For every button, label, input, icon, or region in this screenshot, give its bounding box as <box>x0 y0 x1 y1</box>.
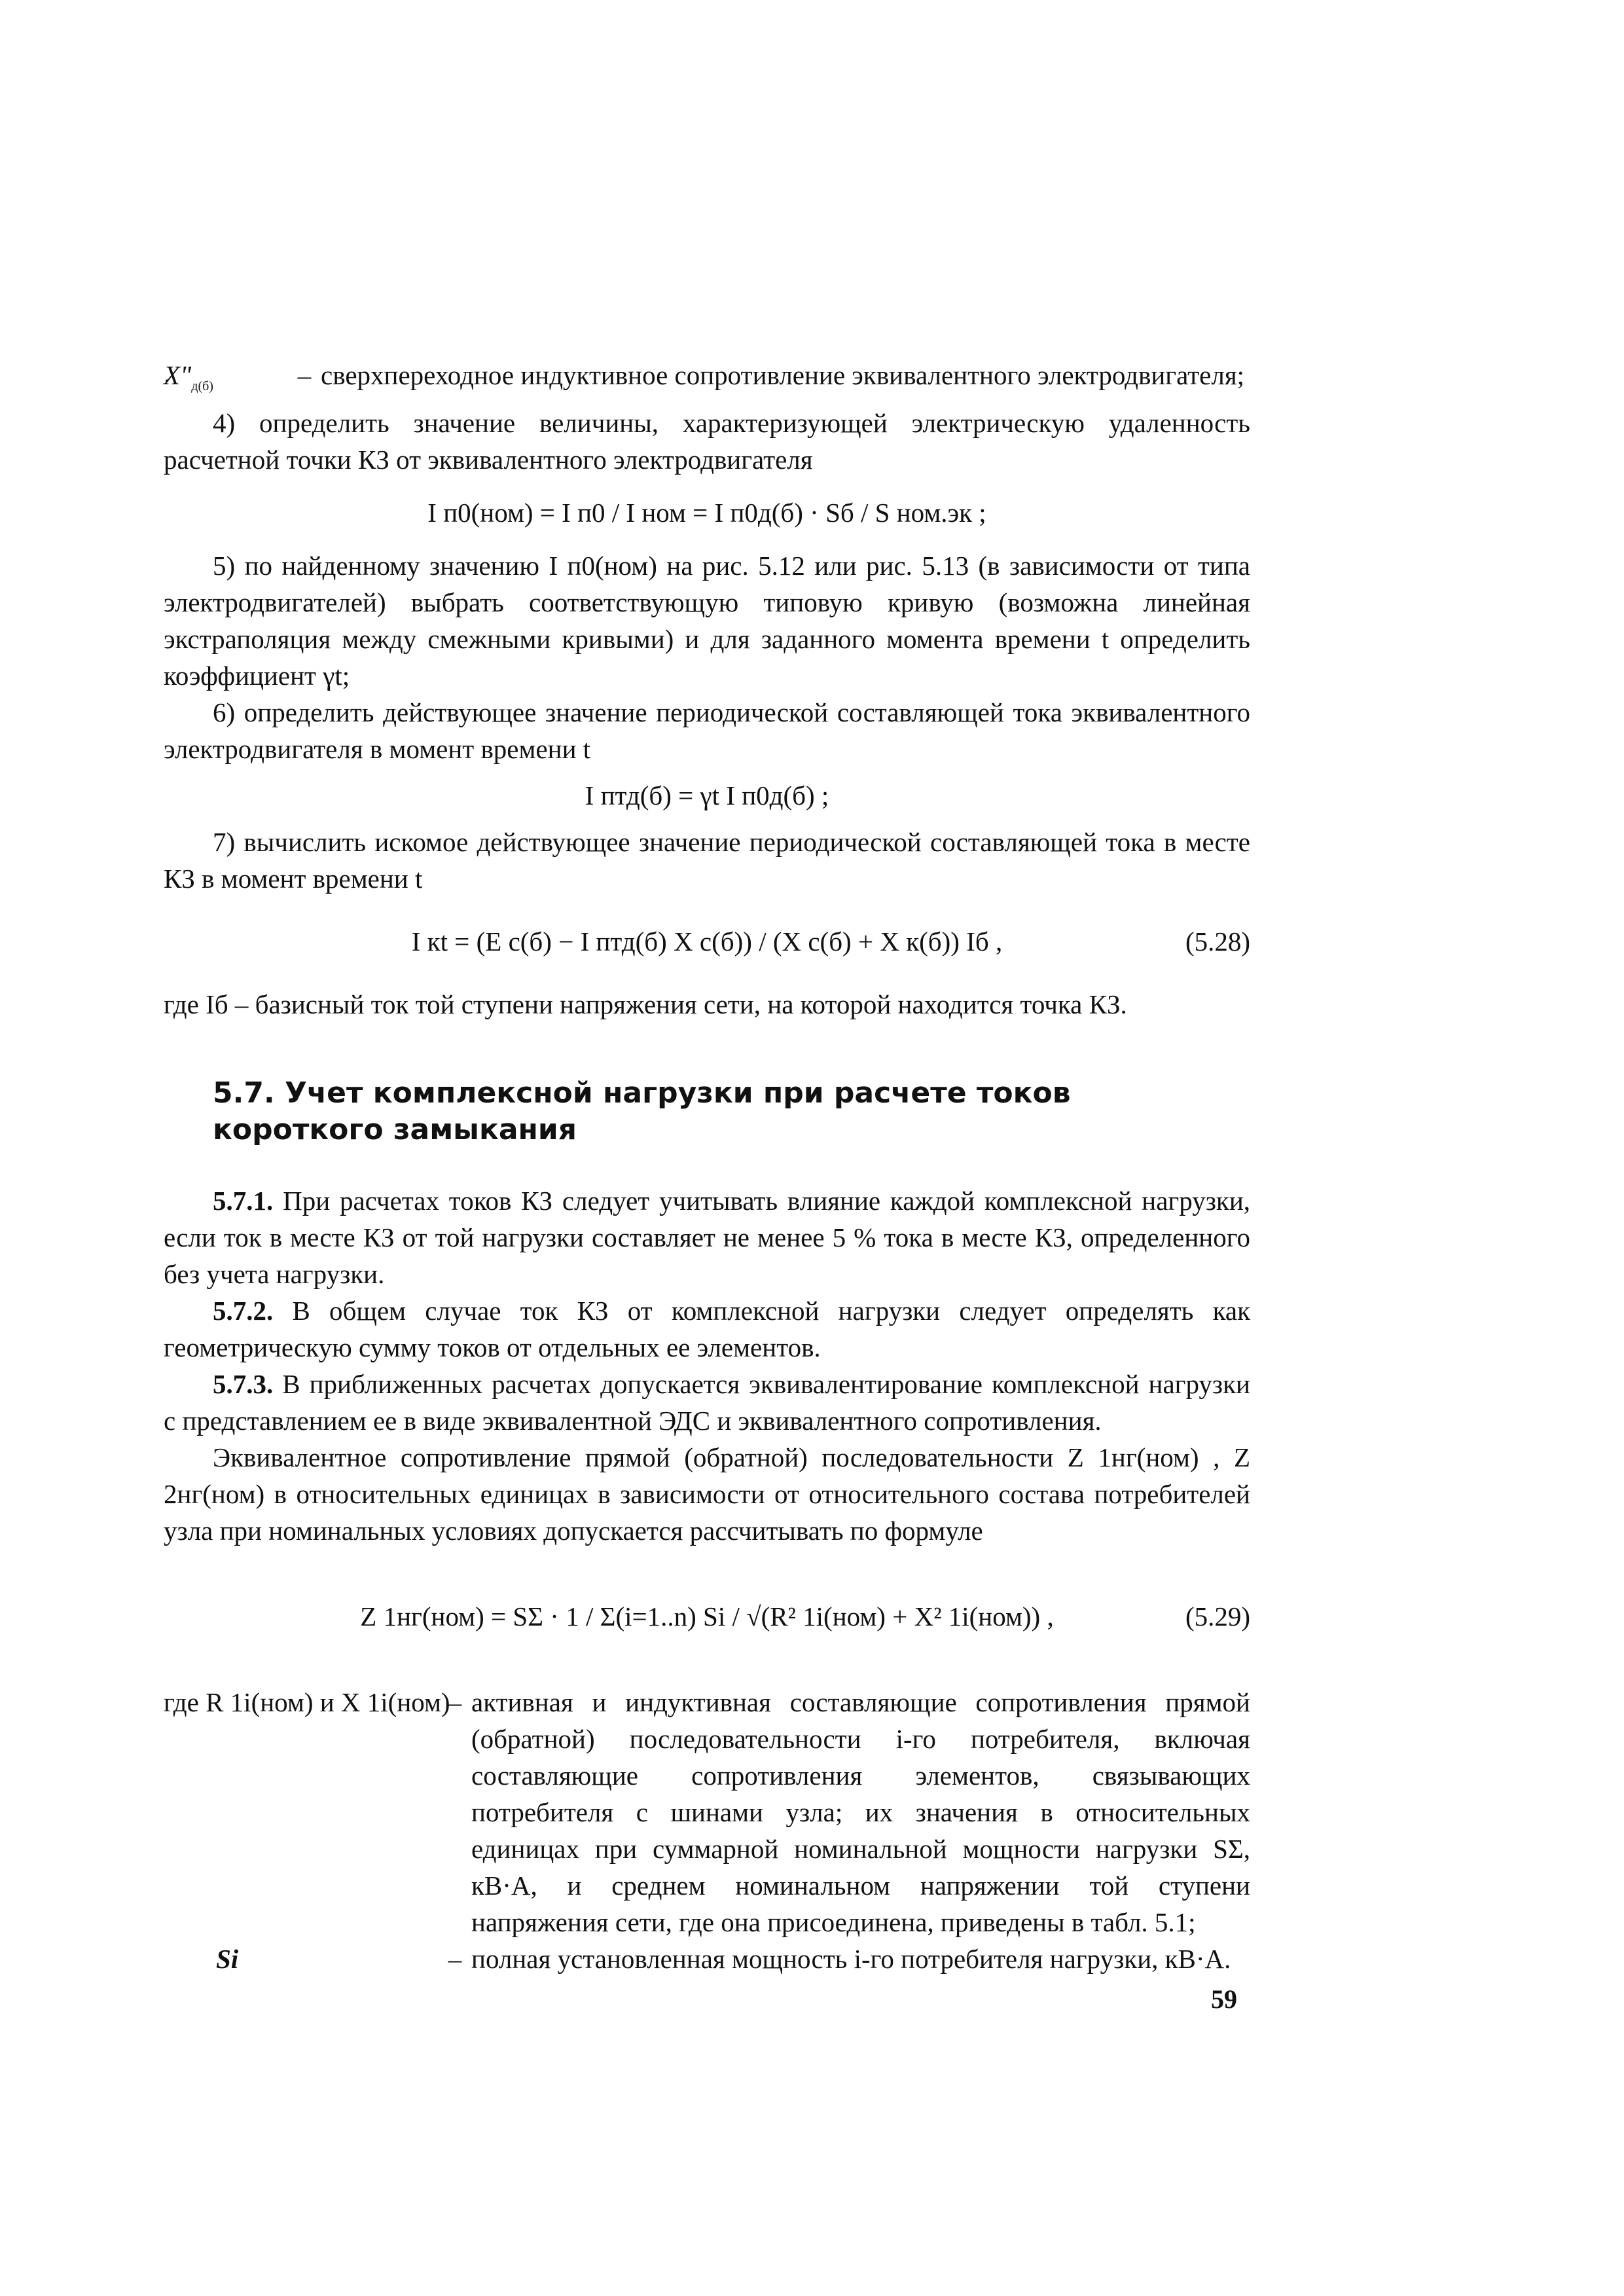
para-573-number: 5.7.3. <box>213 1369 274 1400</box>
para-571-text: При расчетах токов КЗ следует учитывать влияние каждой комплексной нагрузки, если ток в месте КЗ от той нагрузки составляет не менее 5 % тока в месте КЗ, определенного без учета нагрузки. <box>164 1186 1251 1290</box>
where-ib: где Iб – базисный ток той ступени напряжения сети, на которой находится точка КЗ. <box>164 989 1127 1020</box>
formula-intd-text: I птд(б) = γt I п0д(б) ; <box>585 780 829 811</box>
formula-528-text: I кt = (E с(б) − I птд(б) X с(б)) / (X с(б) + X к(б)) Iб , <box>411 926 1003 957</box>
para-573-text: В приближенных расчетах допускается эквивалентирование комплексной нагрузки с представлением ее в виде эквивалентной ЭДС и эквивалентного сопротивления. <box>164 1369 1250 1436</box>
def-dash: – <box>297 360 312 390</box>
para-571 <box>164 1182 1250 1292</box>
para-571-number: 5.7.1. <box>213 1186 274 1216</box>
def-symbol <box>164 357 288 405</box>
formula-529-number: (5.29) <box>1185 1601 1250 1632</box>
formula-528-number: (5.28) <box>1185 926 1250 957</box>
def-rx-symbol: где R 1i(ном) и X 1i(ном) <box>164 1687 450 1718</box>
formula-529 <box>164 1554 1250 1679</box>
formula-529-text: Z 1нг(ном) = SΣ · 1 / Σ(i=1..n) Si / √(R² 1i(ном) + X² 1i(ном)) , <box>360 1601 1054 1632</box>
section-heading: 5.7. Учет комплексной нагрузки при расчете токов короткого замыкания <box>213 1076 1071 1147</box>
step-4: 4) определить значение величины, характеризующей электрическую удаленность расчетной точки КЗ от эквивалентного электродвигателя <box>164 408 1250 475</box>
para-573 <box>164 1366 1250 1439</box>
def-rx-dash: – <box>448 1687 462 1718</box>
def-si-text: полная установленная мощность i-го потребителя нагрузки, кВ·А. <box>471 1944 1231 1975</box>
formula-ipo <box>164 483 1250 542</box>
page-number: 59 <box>1211 1984 1237 2014</box>
para-572-number: 5.7.2. <box>213 1296 274 1326</box>
def-rx-text: активная и индуктивная составляющие сопротивления прямой (обратной) последовательности i-го потребителя, включая составляющие сопротивления элементов, связывающих потребителя с шинами узла; их значения в относительных единицах при суммарной номинальной мощности нагрузки SΣ, кВ·А, и среднем номинальном напряжении той ступени напряжения сети, где она присоединена, приведены в табл. 5.1; <box>471 1687 1250 1938</box>
step-5: 5) по найденному значению I п0(ном) на рис. 5.12 или рис. 5.13 (в зависимости от типа электродвигателей) выбрать соответствующую типовую кривую (возможна линейная экстраполяция между смежными кривыми) и для заданного момента времени t определить коэффициент γt; <box>164 551 1250 691</box>
para-572-text: В общем случае ток КЗ от комплексной нагрузки следует определять как геометрическую сумму токов от отдельных ее элементов. <box>164 1296 1251 1363</box>
def-si-dash: – <box>448 1944 462 1975</box>
def-si-symbol: Si <box>216 1944 239 1975</box>
definition-rx <box>164 1684 1250 1941</box>
definition-x <box>164 357 1250 405</box>
para-equiv: Эквивалентное сопротивление прямой (обратной) последовательности Z 1нг(ном) , Z 2нг(ном) в относительных единицах в зависимости от относительного состава потребителей узла при номинальных условиях допускается рассчитывать по формуле <box>164 1442 1250 1546</box>
formula-ipo-text: I п0(ном) = I п0 / I ном = I п0д(б) · Sб / S ном.эк ; <box>427 498 986 528</box>
formula-528 <box>164 902 1250 981</box>
document-page <box>164 357 1250 1977</box>
formula-intd <box>164 773 1250 818</box>
para-572 <box>164 1292 1250 1366</box>
step-7: 7) вычислить искомое действующее значение периодической составляющей тока в месте КЗ в момент времени t <box>164 827 1250 894</box>
x-subscript: д(б) <box>191 379 213 394</box>
def-text: сверхпереходное индуктивное сопротивление эквивалентного электродвигателя; <box>321 360 1245 390</box>
step-6: 6) определить действующее значение периодической составляющей тока эквивалентного электродвигателя в момент времени t <box>164 697 1250 765</box>
definition-si <box>164 1941 1250 1977</box>
x-symbol: X" • <box>164 360 191 390</box>
